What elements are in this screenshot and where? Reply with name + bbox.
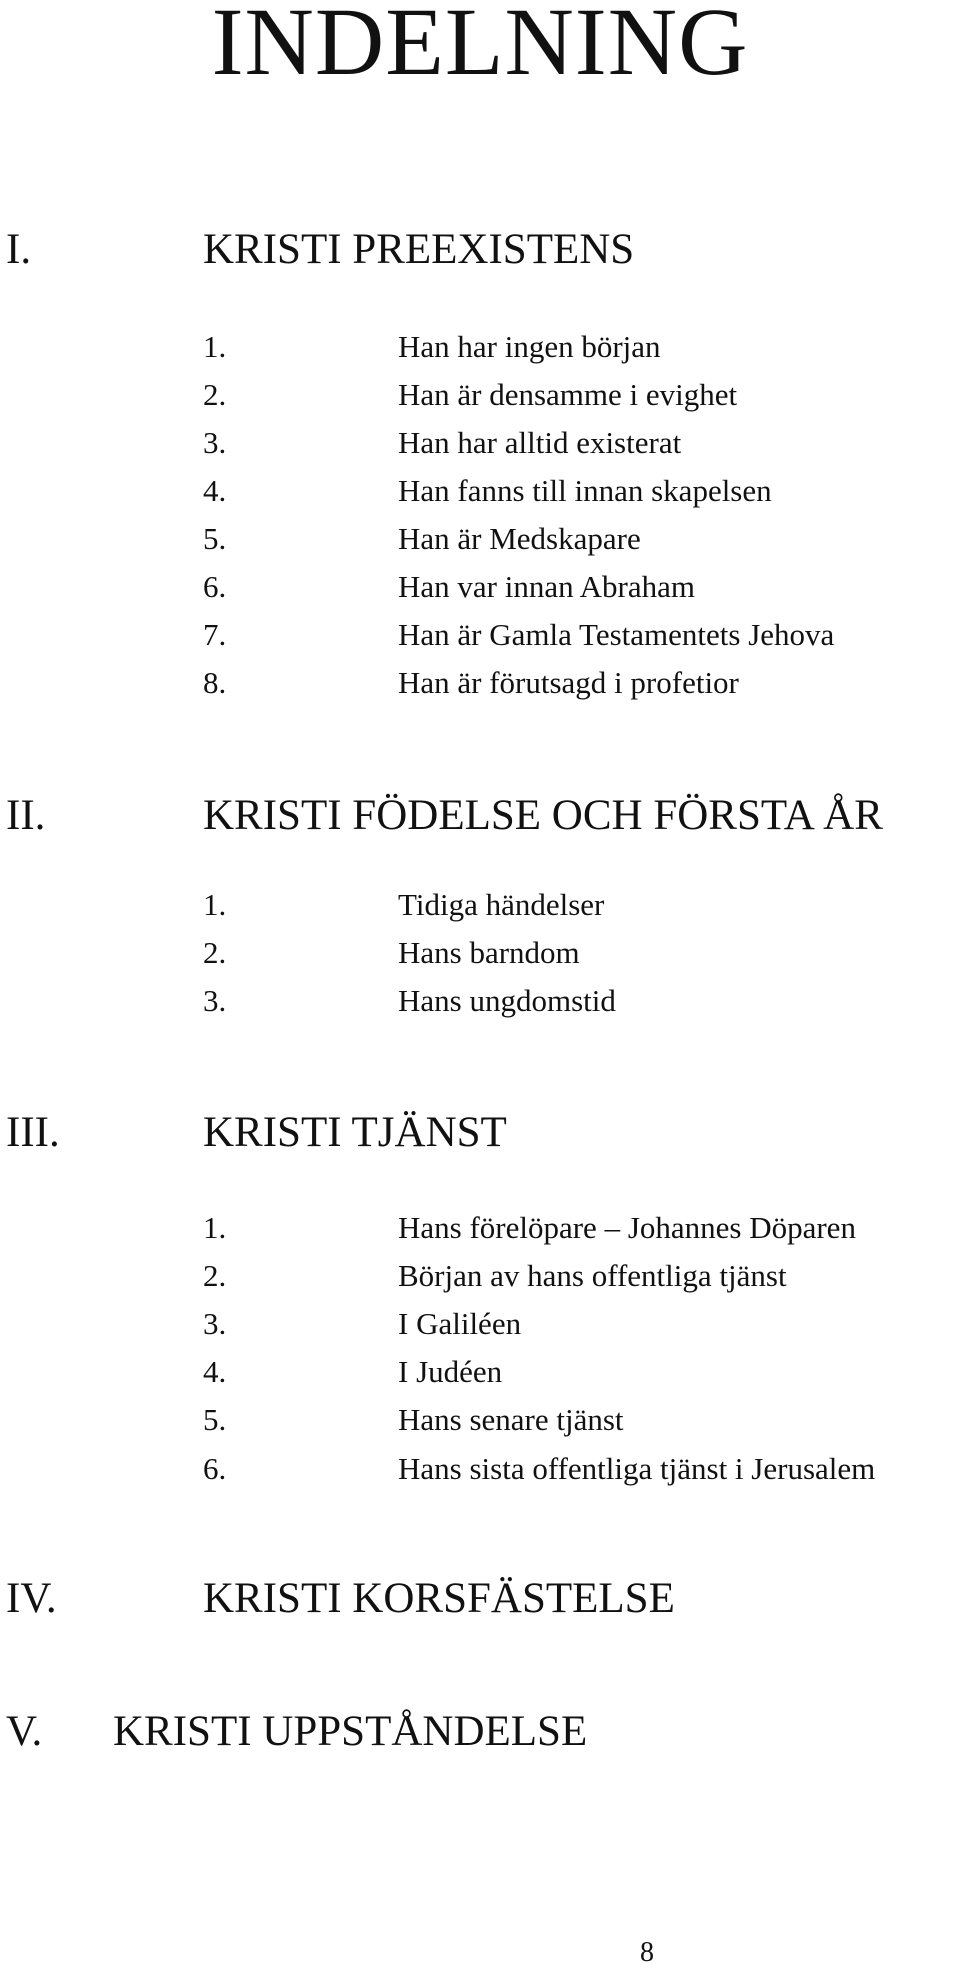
list-item-number: 1. — [203, 887, 227, 922]
list-item-number: 5. — [203, 521, 227, 556]
section-numeral: IV. — [6, 1575, 57, 1622]
list-item-text: Han är Medskapare — [398, 521, 641, 556]
list-item-text: Början av hans offentliga tjänst — [398, 1258, 787, 1293]
list-item-text: Hans förelöpare – Johannes Döparen — [398, 1210, 856, 1245]
list-item-number: 7. — [203, 617, 227, 652]
list-item-text: Han har alltid existerat — [398, 425, 682, 460]
list-item-number: 4. — [203, 1354, 227, 1389]
list-item-text: Han var innan Abraham — [398, 569, 695, 604]
section-title: KRISTI UPPSTÅNDELSE — [113, 1708, 588, 1755]
list-item-text: Han fanns till innan skapelsen — [398, 473, 772, 508]
section-title: KRISTI PREEXISTENS — [203, 226, 635, 273]
list-item-number: 3. — [203, 1306, 227, 1341]
list-item-number: 3. — [203, 983, 227, 1018]
list-item-text: I Judéen — [398, 1354, 503, 1389]
section-title: KRISTI FÖDELSE OCH FÖRSTA ÅR — [203, 792, 883, 839]
list-item-number: 2. — [203, 377, 227, 412]
section-numeral: II. — [6, 792, 46, 839]
list-item-text: Hans sista offentliga tjänst i Jerusalem — [398, 1451, 876, 1486]
list-item-text: Han är Gamla Testamentets Jehova — [398, 617, 835, 652]
list-item-text: Han har ingen början — [398, 329, 661, 364]
section-numeral: V. — [6, 1708, 43, 1755]
section-title: KRISTI TJÄNST — [203, 1109, 507, 1156]
list-item-text: Tidiga händelser — [398, 887, 605, 922]
list-item-text: Hans ungdomstid — [398, 983, 616, 1018]
list-item-number: 6. — [203, 569, 227, 604]
list-item-text: Han är densamme i evighet — [398, 377, 738, 412]
list-item-text: I Galiléen — [398, 1306, 522, 1341]
list-item-text: Hans barndom — [398, 935, 580, 970]
section-title: KRISTI KORSFÄSTELSE — [203, 1575, 675, 1622]
list-item-number: 8. — [203, 665, 227, 700]
list-item-number: 4. — [203, 473, 227, 508]
list-item-number: 1. — [203, 329, 227, 364]
list-item-number: 3. — [203, 425, 227, 460]
page-title: INDELNING — [211, 0, 749, 95]
list-item-text: Hans senare tjänst — [398, 1402, 624, 1437]
list-item-number: 1. — [203, 1210, 227, 1245]
list-item-number: 6. — [203, 1451, 227, 1486]
section-numeral: III. — [6, 1109, 60, 1156]
list-item-number: 2. — [203, 935, 227, 970]
list-item-number: 5. — [203, 1402, 227, 1437]
section-numeral: I. — [6, 226, 32, 273]
list-item-text: Han är förutsagd i profetior — [398, 665, 739, 700]
page-number: 8 — [640, 1937, 654, 1968]
list-item-number: 2. — [203, 1258, 227, 1293]
